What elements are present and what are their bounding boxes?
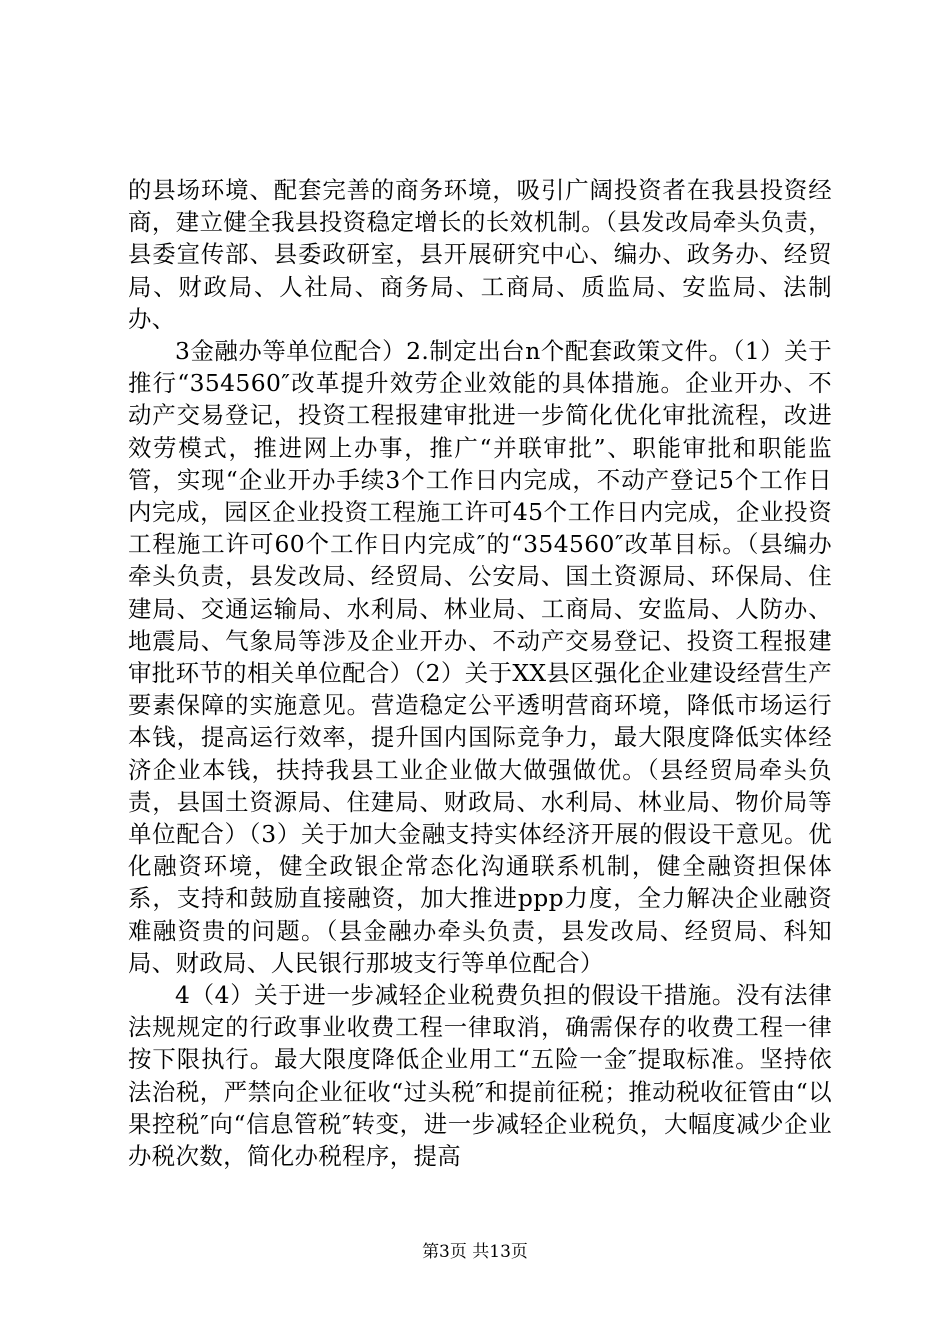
page-footer: 第3页 共13页 [422,1242,528,1262]
paragraph-1: 的县场环境、配套完善的商务环境，吸引广阔投资者在我县投资经商，建立健全我县投资稳定增长的长效机制。（县发改局牵头负责，县委宣传部、县委政研室，县开展研究中心、编办、政务办、经贸局、财政局、人社局、商务局、工商局、质监局、安监局、法制办、 [128,176,832,333]
paragraph-3: 4（4）关于进一步减轻企业税费负担的假设干措施。没有法律法规规定的行政事业收费工程一律取消，确需保存的收费工程一律按下限执行。最大限度降低企业用工“五险一金″提取标准。坚持依法治税，严禁向企业征收“过头税″和提前征税；推动税收征管由“以果控税″向“信息管税″转变，进一步减轻企业税负，大幅度减少企业办税次数，简化办税程序，提高 [128,981,832,1171]
document-body [128,174,832,1172]
paragraph-2: 3金融办等单位配合）2.制定出台n个配套政策文件。（1）关于推行“354560″改革提升效劳企业效能的具体措施。企业开办、不动产交易登记，投资工程报建审批进一步简化优化审批流程，改进效劳模式，推进网上办事，推广“并联审批”、职能审批和职能监管，实现“企业开办手续3个工作日内完成，不动产登记5个工作日内完成，园区企业投资工程施工许可45个工作日内完成，企业投资工程施工许可60个工作日内完成″的“354560″改革目标。（县编办牵头负责，县发改局、经贸局、公安局、国土资源局、环保局、住建局、交通运输局、水利局、林业局、工商局、安监局、人防办、地震局、气象局等涉及企业开办、不动产交易登记、投资工程报建审批环节的相关单位配合）（2）关于XX县区强化企业建设经营生产要素保障的实施意见。营造稳定公平透明营商环境，降低市场运行本钱，提高运行效率，提升国内国际竞争力，最大限度降低实体经济企业本钱，扶持我县工业企业做大做强做优。（县经贸局牵头负责，县国土资源局、住建局、财政局、水利局、林业局、物价局等单位配合）（3）关于加大金融支持实体经济开展的假设干意见。优化融资环境，健全政银企常态化沟通联系机制，健全融资担保体系，支持和鼓励直接融资，加大推进ppp力度，全力解决企业融资难融资贵的问题。（县金融办牵头负责，县发改局、经贸局、科知局、财政局、人民银行那坡支行等单位配合） [128,337,832,977]
